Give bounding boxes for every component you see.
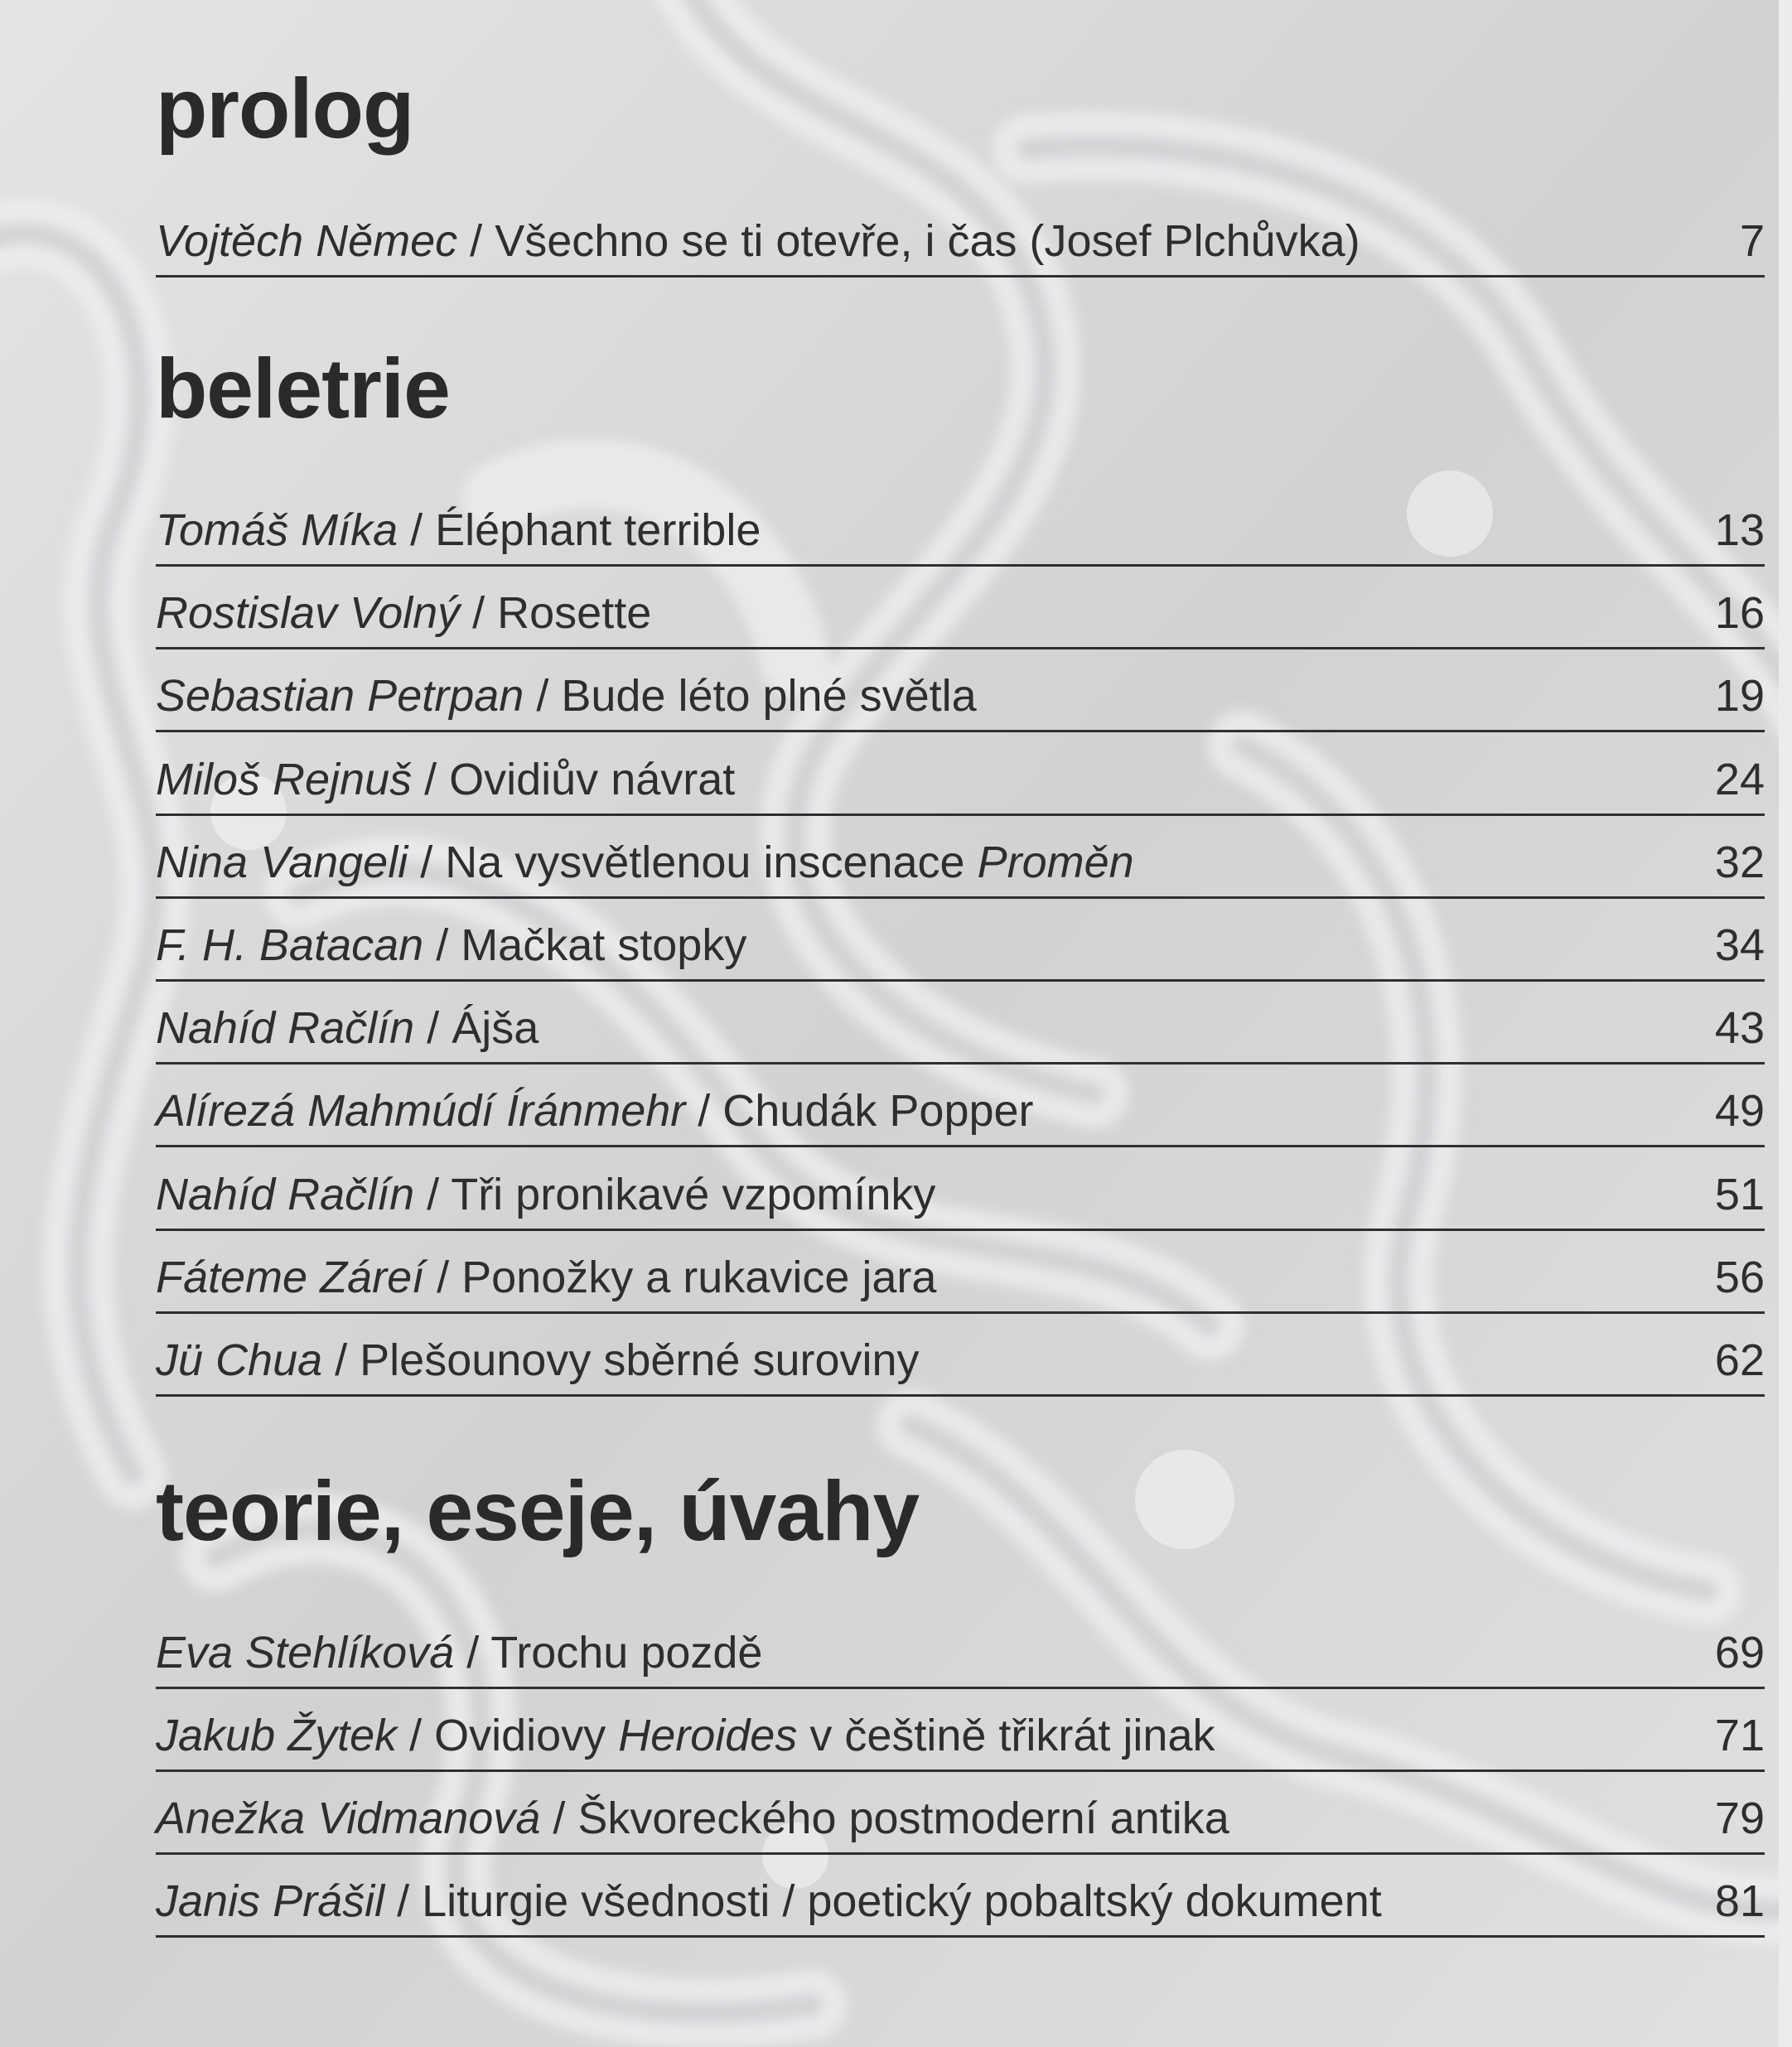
- entry-page-number: 16: [1714, 588, 1765, 639]
- entry-text: [156, 1628, 763, 1678]
- entry-title: Ájša: [452, 1003, 539, 1054]
- toc-entry[interactable]: [156, 1229, 1765, 1314]
- entry-author: Janis Prášil: [156, 1876, 385, 1926]
- entry-separator: /: [423, 920, 461, 970]
- entry-page-number: 7: [1739, 216, 1765, 266]
- entry-author: Anežka Vidmanová: [156, 1794, 541, 1843]
- entry-page-number: 13: [1714, 505, 1765, 555]
- entry-text: [156, 505, 761, 555]
- entry-separator: /: [398, 505, 436, 555]
- entry-author: Eva Stehlíková: [156, 1628, 455, 1678]
- entry-text: [156, 837, 1134, 887]
- entry-separator: /: [414, 1003, 452, 1054]
- entry-title: Ovidiův návrat: [449, 754, 736, 804]
- entry-title: Proměn: [977, 837, 1134, 887]
- entry-page-number: 69: [1714, 1628, 1765, 1678]
- entry-author: Jü Chua: [156, 1335, 323, 1385]
- entry-separator: /: [460, 588, 498, 639]
- entry-page-number: 19: [1714, 671, 1765, 722]
- toc-entry[interactable]: [156, 1062, 1765, 1147]
- entry-author: Tomáš Míka: [156, 505, 398, 555]
- entry-title: Všechno se ti otevře, i čas (Josef Plchůvka): [495, 216, 1360, 266]
- entry-author: Fáteme Záreí: [156, 1252, 425, 1302]
- entry-title: Plešounovy sběrné suroviny: [360, 1335, 920, 1385]
- entry-title: Tři pronikavé vzpomínky: [451, 1169, 936, 1219]
- entry-title: Chudák Popper: [722, 1086, 1034, 1137]
- entry-title: Trochu pozdě: [490, 1628, 763, 1678]
- entry-text: [156, 754, 736, 804]
- entry-title: Škvoreckého postmoderní antika: [577, 1794, 1229, 1843]
- toc-entry[interactable]: [156, 192, 1765, 278]
- entry-separator: /: [524, 671, 562, 722]
- entry-author: Nahíd Račlín: [156, 1003, 415, 1054]
- entry-text: [156, 920, 747, 970]
- entry-page-number: 34: [1714, 920, 1765, 970]
- toc-entry[interactable]: [156, 481, 1765, 567]
- toc-entry[interactable]: [156, 1687, 1765, 1772]
- entry-page-number: 56: [1714, 1252, 1765, 1302]
- entry-separator: /: [424, 1252, 462, 1302]
- entry-text: [156, 671, 977, 722]
- entry-page-number: 79: [1714, 1794, 1765, 1843]
- entry-text: [156, 1713, 1215, 1758]
- entry-text: [156, 1086, 1034, 1137]
- entry-title: Mačkat stopky: [461, 920, 747, 970]
- toc-entry[interactable]: [156, 564, 1765, 649]
- entry-title: Éléphant terrible: [435, 505, 761, 555]
- entry-page-number: 24: [1714, 754, 1765, 804]
- entry-author: Alírezá Mahmúdí Íránmehr: [156, 1086, 686, 1137]
- entry-page-number: 49: [1714, 1086, 1765, 1137]
- entry-author: F. H. Batacan: [156, 920, 424, 970]
- entry-author: Nina Vangeli: [156, 837, 408, 887]
- entry-separator: /: [408, 837, 446, 887]
- section-heading: prolog: [156, 61, 414, 156]
- entry-separator: /: [384, 1876, 423, 1926]
- entry-separator: /: [397, 1711, 435, 1760]
- entry-page-number: 71: [1714, 1711, 1765, 1760]
- entry-page-number: 43: [1714, 1003, 1765, 1054]
- entry-author: Rostislav Volný: [156, 588, 461, 639]
- entry-text: [156, 216, 1360, 266]
- entry-title: Ponožky a rukavice jara: [461, 1252, 937, 1302]
- toc-entry[interactable]: [156, 1852, 1765, 1938]
- entry-separator: /: [414, 1169, 452, 1219]
- entry-page-number: 32: [1714, 837, 1765, 887]
- section-heading: teorie, eseje, úvahy: [156, 1464, 920, 1558]
- entry-separator: /: [322, 1335, 360, 1385]
- toc-entry[interactable]: [156, 1769, 1765, 1855]
- entry-page-number: 62: [1714, 1335, 1765, 1385]
- entry-title: Na vysvětlenou inscenace: [445, 837, 978, 887]
- toc-entry[interactable]: [156, 1604, 1765, 1689]
- entry-title: v češtině třikrát jinak: [797, 1711, 1215, 1760]
- entry-separator: /: [540, 1794, 578, 1843]
- entry-separator: /: [685, 1086, 723, 1137]
- toc-entry[interactable]: [156, 1146, 1765, 1231]
- section-heading: beletrie: [156, 341, 450, 436]
- entry-text: [156, 1335, 920, 1385]
- entry-author: Miloš Rejnuš: [156, 754, 413, 804]
- toc-entry[interactable]: [156, 896, 1765, 982]
- entry-author: Sebastian Petrpan: [156, 671, 524, 722]
- entry-text: [156, 1003, 539, 1054]
- entry-text: [156, 588, 652, 639]
- toc-entry[interactable]: [156, 731, 1765, 816]
- entry-text: [156, 1252, 937, 1302]
- toc-entry[interactable]: [156, 979, 1765, 1065]
- entry-page-number: 81: [1714, 1876, 1765, 1926]
- entry-author: Vojtěch Němec: [156, 216, 458, 266]
- entry-title: Liturgie všednosti / poetický pobaltský dokument: [422, 1876, 1382, 1926]
- entry-separator: /: [457, 216, 495, 266]
- toc-entry[interactable]: [156, 647, 1765, 732]
- entry-title: Ovidiovy: [434, 1711, 619, 1760]
- entry-text: [156, 1169, 936, 1219]
- entry-author: Nahíd Račlín: [156, 1169, 415, 1219]
- page-edge: [1779, 0, 1792, 2047]
- entry-title: Bude léto plné světla: [561, 671, 977, 722]
- entry-page-number: 51: [1714, 1169, 1765, 1219]
- entry-text: [156, 1876, 1382, 1926]
- entry-author: Jakub Žytek: [156, 1711, 398, 1760]
- toc-entry[interactable]: [156, 813, 1765, 899]
- entry-separator: /: [454, 1628, 491, 1678]
- entry-title: Heroides: [618, 1711, 798, 1760]
- toc-entry[interactable]: [156, 1311, 1765, 1397]
- entry-separator: /: [412, 754, 450, 804]
- entry-text: [156, 1796, 1229, 1841]
- entry-title: Rosette: [497, 588, 652, 639]
